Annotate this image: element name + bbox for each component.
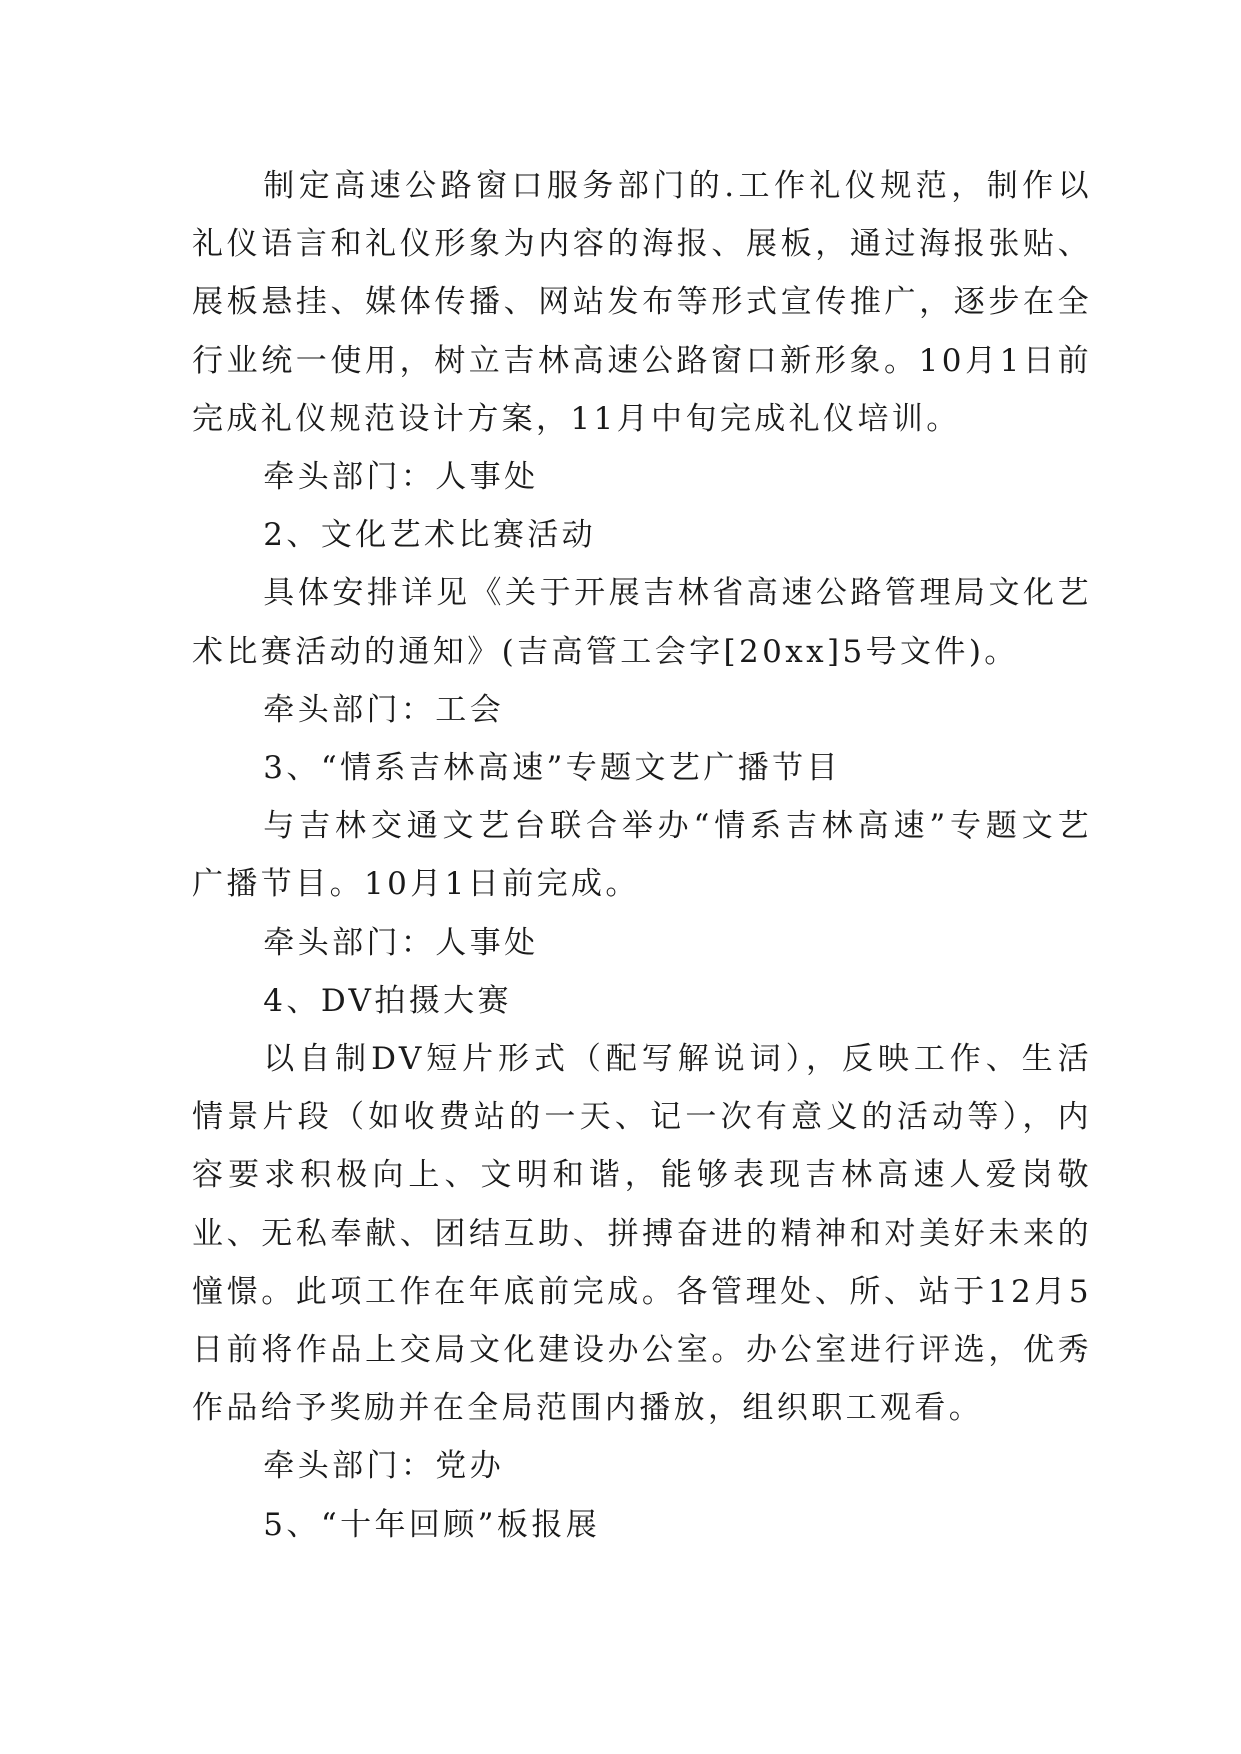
lead-department-personnel-2: 牵头部门：人事处 [263,924,539,961]
heading-blackboard-exhibition: 5、“十年回顾”板报展 [263,1506,601,1543]
lead-department-personnel: 牵头部门：人事处 [263,459,539,496]
lead-department-union: 牵头部门：工会 [263,691,505,728]
paragraph-art-competition: 具体安排详见《关于开展吉林省高速公路管理局文化艺术比赛活动的通知》(吉高管工会字[20xx]5号文件)。 [192,575,1092,670]
heading-art-competition: 2、文化艺术比赛活动 [263,517,597,554]
lead-department-party-office: 牵头部门：党办 [263,1448,505,1485]
heading-dv-contest: 4、DV拍摄大赛 [263,982,512,1019]
paragraph-dv-contest: 以自制DV短片形式（配写解说词），反映工作、生活情景片段（如收费站的一天、记一次有意义的活动等），内容要求积极向上、文明和谐，能够表现吉林高速人爱岗敬业、无私奉献、团结互助、拼搏奋进的精神和对美好未来的憧憬。此项工作在年底前完成。各管理处、所、站于12月5日前将作品上交局文化建设办公室。办公室进行评选，优秀作品给予奖励并在全局范围内播放，组织职工观看。 [192,1041,1092,1427]
paragraph-radio-program: 与吉林交通文艺台联合举办“情系吉林高速”专题文艺广播节目。10月1日前完成。 [192,808,1092,903]
paragraph-etiquette-standards: 制定高速公路窗口服务部门的.工作礼仪规范，制作以礼仪语言和礼仪形象为内容的海报、展板，通过海报张贴、展板悬挂、媒体传播、网站发布等形式宣传推广，逐步在全行业统一使用，树立吉林高速公路窗口新形象。10月1日前完成礼仪规范设计方案，11月中旬完成礼仪培训。 [192,168,1092,437]
heading-radio-program: 3、“情系吉林高速”专题文艺广播节目 [263,750,841,787]
document-body [192,157,1092,1554]
